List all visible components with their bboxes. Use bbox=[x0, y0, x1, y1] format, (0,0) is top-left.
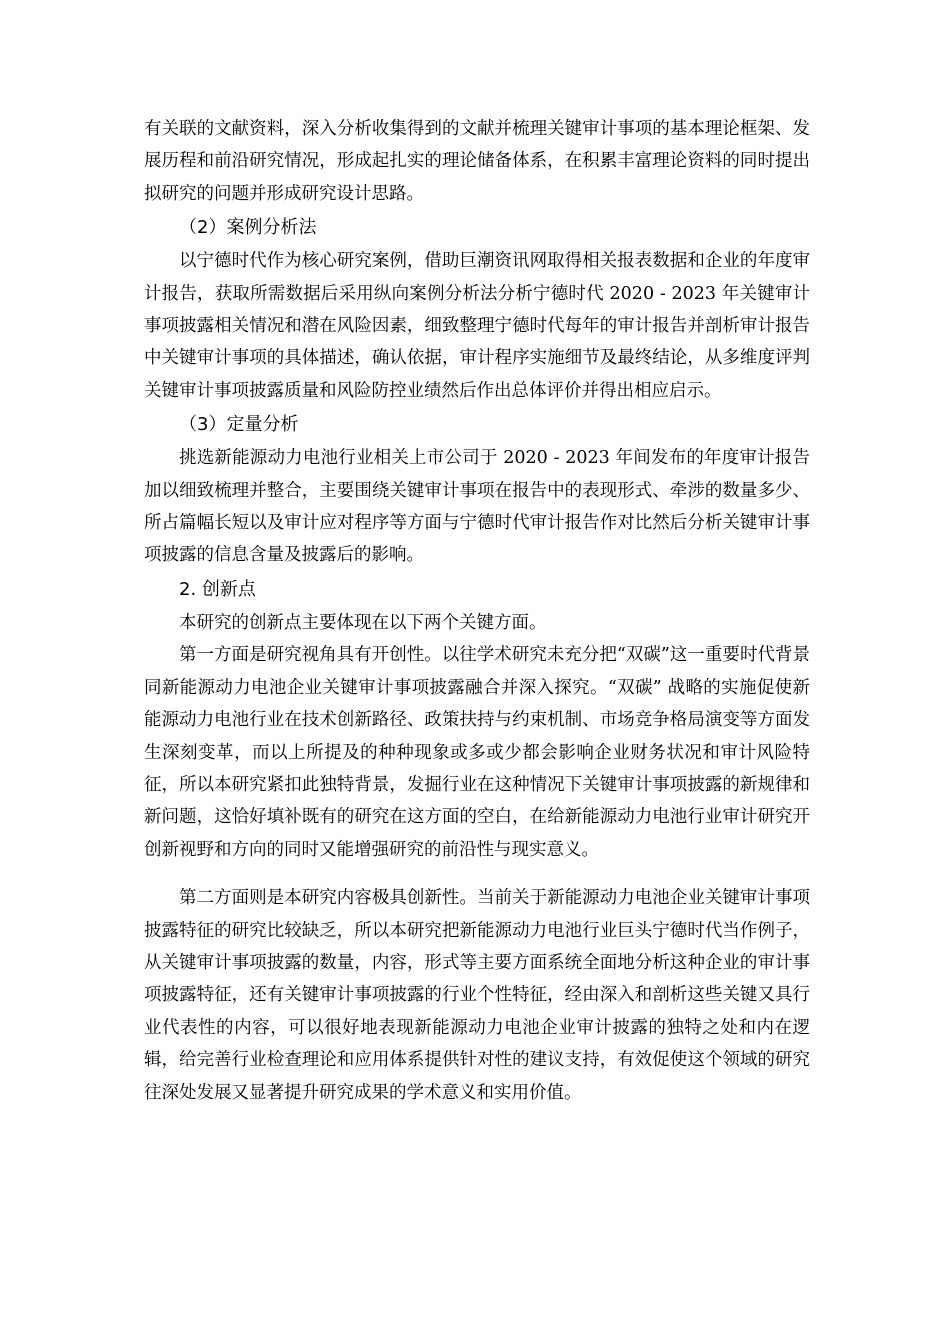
paragraph-innovation-perspective: 第一方面是研究视角具有开创性。以往学术研究未充分把“双碳”这一重要时代背景同新能源动力电池企业关键审计事项披露融合并深入探究。“双碳” 战略的实施促使新能源动力电池行业在技术创新路径、政策扶持与约束机制、市场竞争格局演变等方面发生深刻变革，而以上所提及的种种现象或多或少都会影响企业财务状况和审计风险特征，所以本研究紧扣此独特背景，发掘行业在这种情况下关键审计事项披露的新规律和新问题，这恰好填补既有的研究在这方面的空白，在给新能源动力电池行业审计研究开创新视野和方向的同时又能增强研究的前沿性与现实意义。 bbox=[144, 645, 810, 860]
heading-innovation-points: 2. 创新点 bbox=[179, 578, 256, 600]
paragraph-innovation-intro: 本研究的创新点主要体现在以下两个关键方面。 bbox=[179, 612, 547, 633]
paragraph-literature-method-continued: 有关联的文献资料，深入分析收集得到的文献并梳理关键审计事项的基本理论框架、发展历程和前沿研究情况，形成起扎实的理论储备体系，在积累丰富理论资料的同时提出拟研究的问题并形成研究设计思路。 bbox=[144, 119, 810, 204]
paragraph-innovation-content: 第二方面则是本研究内容极具创新性。当前关于新能源动力电池企业关键审计事项披露特征的研究比较缺乏，所以本研究把新能源动力电池行业巨头宁德时代当作例子，从关键审计事项披露的数量，内容，形式等主要方面系统全面地分析这种企业的审计事项披露特征，还有关键审计事项披露的行业个性特征，经由深入和剖析这些关键又具行业代表性的内容，可以很好地表现新能源动力电池企业审计披露的独特之处和内在逻辑，给完善行业检查理论和应用体系提供针对性的建议支持，有效促使这个领域的研究往深处发展又显著提升研究成果的学术意义和实用价值。 bbox=[144, 888, 810, 1103]
paragraph-case-analysis: 以宁德时代作为核心研究案例，借助巨潮资讯网取得相关报表数据和企业的年度审计报告，获取所需数据后采用纵向案例分析法分析宁德时代 2020 - 2023 年关键审计事项披露相关情况和潜在风险因素，细致整理宁德时代每年的审计报告并剖析审计报告中关键审计事项的具体描述，确认依据，审计程序实施细节及最终结论，从多维度评判关键审计事项披露质量和风险防控业绩然后作出总体评价并得出相应启示。 bbox=[144, 251, 810, 401]
document-page bbox=[144, 113, 810, 1109]
heading-case-analysis: （2）案例分析法 bbox=[179, 217, 317, 239]
paragraph-quantitative-analysis: 挑选新能源动力电池行业相关上市公司于 2020 - 2023 年间发布的年度审计报告加以细致梳理并整合，主要围绕关键审计事项在报告中的表现形式、牵涉的数量多少、所占篇幅长短以及审计应对程序等方面与宁德时代审计报告作对比然后分析关键审计事项披露的信息含量及披露后的影响。 bbox=[144, 448, 810, 566]
heading-quantitative-analysis: （3）定量分析 bbox=[179, 414, 299, 436]
